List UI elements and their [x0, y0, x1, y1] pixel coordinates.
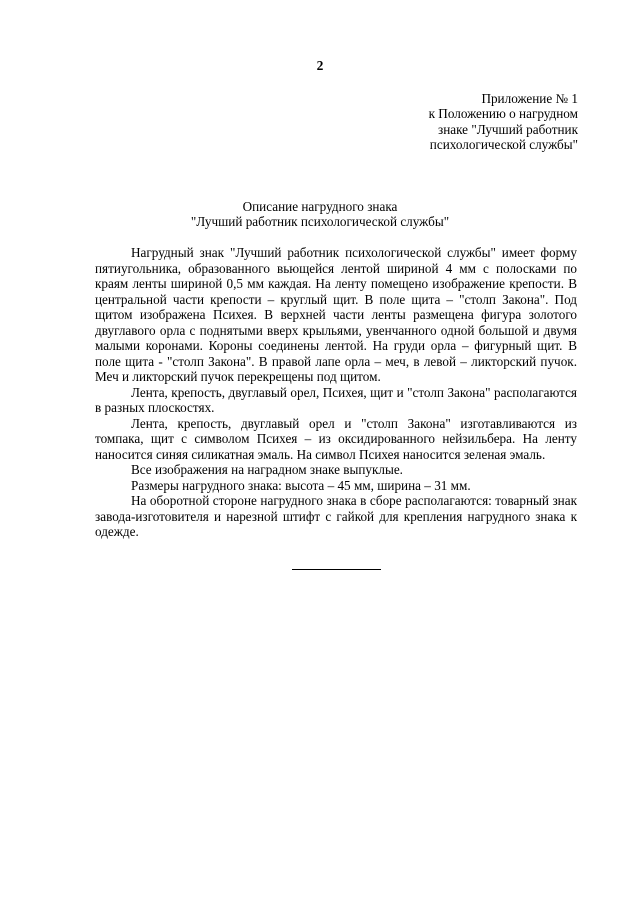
title-line: Описание нагрудного знака [242, 199, 398, 214]
appendix-line: знаке "Лучший работник [437, 121, 578, 137]
appendix-line: психологической службы" [429, 137, 578, 153]
paragraph-description: Нагрудный знак "Лучший работник психологической службы" имеет форму пятиугольника, образованного вьющейся лентой шириной 4 мм с полосками по краям ленты шириной 0,5 мм каждая. На ленту помещено изображение крепости. В центральной части крепости – круглый щит. В поле щита – "столп Закона". Под щитом изображена Психея. В верхней части ленты размещена фигура золотого двуглавого орла с поднятыми вверх крыльями, увенчанного одной большой и двумя малыми коронами. Короны соединены лентой. На груди орла – фигурный щит. В поле щита - "столп Закона". В правой лапе орла – меч, в левой – ликторский пучок. Меч и ликторский пучок перекрещены под щитом. [95, 245, 577, 384]
page-number: 2 [316, 58, 324, 73]
document-body [95, 245, 577, 540]
appendix-line: Приложение № 1 [481, 91, 578, 106]
document-title [0, 199, 640, 230]
paragraph-relief: Все изображения на наградном знаке выпуклые. [131, 462, 403, 477]
paragraph-materials: Лента, крепость, двуглавый орел и "столп Закона" изготавливаются из томпака, щит с символом Психея – из оксидированного нейзильбера. На ленту наносится синяя силикатная эмаль. На символ Психея наносится зеленая эмаль. [95, 415, 577, 462]
title-line: "Лучший работник психологической службы" [190, 214, 450, 230]
paragraph-reverse-side: На оборотной стороне нагрудного знака в сборе располагаются: товарный знак завода-изготовителя и нарезной штифт с гайкой для крепления нагрудного знака к одежде. [95, 493, 577, 539]
closing-separator-line [292, 569, 381, 570]
paragraph-planes: Лента, крепость, двуглавый орел, Психея, щит и "столп Закона" располагаются в разных плоскостях. [95, 384, 577, 415]
paragraph-dimensions: Размеры нагрудного знака: высота – 45 мм, ширина – 31 мм. [131, 477, 471, 493]
appendix-header [318, 91, 578, 153]
appendix-line: к Положению о нагрудном [428, 106, 578, 122]
